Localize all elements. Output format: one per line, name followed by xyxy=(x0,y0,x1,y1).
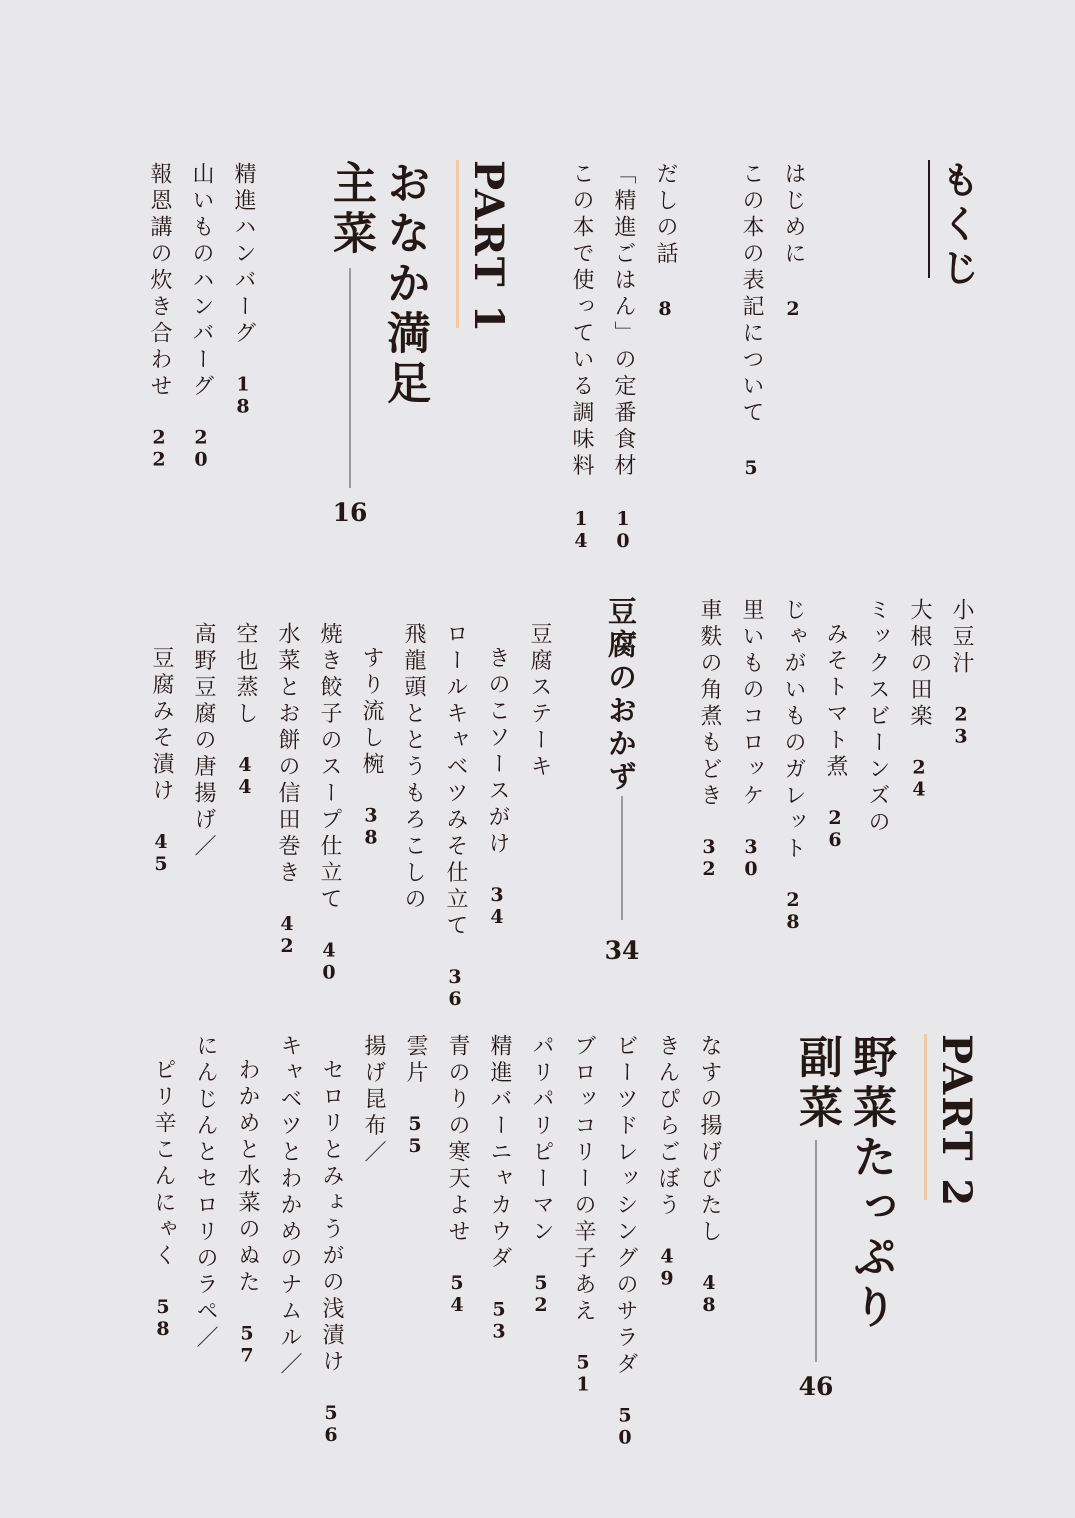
entry-label: 小豆汁 xyxy=(949,598,974,678)
toc-entry-roll-cabbage[interactable] xyxy=(444,622,466,1010)
toc-entry-nasu[interactable] xyxy=(698,1034,720,1316)
entry-page: 32 xyxy=(698,836,720,880)
entry-label: きんぴらごぼう xyxy=(655,1034,680,1220)
entry-page: 34 xyxy=(486,884,508,928)
entry-page: 58 xyxy=(152,1296,174,1340)
entry-page: 54 xyxy=(446,1272,468,1316)
part2-page[interactable]: 46 xyxy=(798,1372,834,1401)
entry-label: ブロッコリーの辛子あえ xyxy=(571,1034,596,1326)
entry-page: 8 xyxy=(654,298,676,320)
entry-label: この本の表記について xyxy=(739,162,764,427)
entry-page: 20 xyxy=(190,426,212,471)
entry-label: 精進バーニャカウダ xyxy=(487,1034,512,1273)
toc-entry-kinpira[interactable] xyxy=(656,1034,678,1290)
toc-entry-mixed-beans-line2[interactable] xyxy=(824,622,846,851)
toc-entry-age-konbu-line2[interactable] xyxy=(320,1058,342,1446)
toc-entry-gyoza-soup[interactable] xyxy=(318,622,340,984)
entry-page: 24 xyxy=(908,756,930,801)
entry-label: 山いものハンバーグ xyxy=(189,162,214,401)
entry-page: 23 xyxy=(950,703,972,748)
entry-page: 38 xyxy=(360,804,382,849)
part1-label: PART 1 xyxy=(465,160,512,335)
entry-page: 49 xyxy=(656,1245,678,1290)
part2-title-line2: 副菜 xyxy=(791,1034,842,1134)
entry-label: 里いものコロッケ xyxy=(739,598,764,810)
entry-page: 14 xyxy=(570,508,592,552)
entry-page: 53 xyxy=(488,1298,510,1343)
part2-title-line1: 野菜たっぷり xyxy=(845,1034,896,1334)
toc-title: もくじ xyxy=(935,160,979,292)
entry-label: ミックスビーンズの xyxy=(865,598,890,837)
entry-page: 50 xyxy=(614,1404,636,1449)
entry-page: 10 xyxy=(612,508,634,552)
part2-label: PART 2 xyxy=(933,1034,980,1209)
toc-entry-hiryozu-line2[interactable] xyxy=(360,646,382,849)
toc-entry-hiryozu[interactable] xyxy=(402,622,424,914)
toc-entry-piman[interactable] xyxy=(530,1034,552,1316)
toc-entry-namul[interactable] xyxy=(278,1034,300,1379)
toc-entry-daikon-dengaku[interactable] xyxy=(908,598,930,801)
toc-entry-mixed-beans[interactable] xyxy=(866,598,888,837)
toc-entry-bagna-cauda[interactable] xyxy=(488,1034,510,1343)
toc-entry-rapee[interactable] xyxy=(194,1034,216,1352)
toc-entry-unpen[interactable] xyxy=(404,1034,426,1157)
entry-label: なすの揚げびたし xyxy=(697,1034,722,1246)
entry-page: 36 xyxy=(444,966,466,1010)
entry-page: 52 xyxy=(530,1272,552,1316)
toc-entry-intro[interactable] xyxy=(782,162,804,320)
entry-page: 57 xyxy=(236,1322,258,1367)
toc-entry-yamaimo-hamburg[interactable] xyxy=(190,162,212,471)
toc-entry-ingredients[interactable] xyxy=(612,162,634,552)
entry-page: 30 xyxy=(740,836,762,880)
entry-label: わかめと水菜のぬた xyxy=(235,1058,260,1297)
toc-entry-koya-dofu-line2[interactable] xyxy=(150,646,172,875)
toc-entry-beets-salad[interactable] xyxy=(614,1034,636,1449)
entry-label: 豆腐みそ漬け xyxy=(149,646,174,805)
tofu-section-title: 豆腐のおかず xyxy=(604,596,638,794)
entry-page: 45 xyxy=(150,831,172,875)
entry-page: 44 xyxy=(234,754,256,798)
entry-page: 55 xyxy=(404,1113,426,1157)
entry-page: 42 xyxy=(276,913,298,957)
toc-entry-satoimo-croquette[interactable] xyxy=(740,598,762,880)
entry-page: 28 xyxy=(782,889,804,933)
entry-page: 22 xyxy=(148,426,170,471)
entry-label: 大根の田楽 xyxy=(907,598,932,731)
toc-entry-namul-line2[interactable] xyxy=(236,1058,258,1367)
entry-page: 40 xyxy=(318,939,340,984)
part2-leader-line xyxy=(815,1140,817,1362)
entry-page: 18 xyxy=(232,373,254,418)
entry-page: 2 xyxy=(782,298,804,320)
entry-label: ロールキャベツみそ仕立て xyxy=(443,622,468,940)
entry-label: 豆腐ステーキ xyxy=(527,622,552,781)
entry-label: 高野豆腐の唐揚げ／ xyxy=(191,622,216,861)
toc-entry-kurumabu[interactable] xyxy=(698,598,720,880)
entry-label: にんじんとセロリのラペ／ xyxy=(193,1034,218,1352)
toc-entry-shinoda-maki[interactable] xyxy=(276,622,298,957)
entry-label: 揚げ昆布／ xyxy=(361,1034,386,1167)
tofu-leader-line xyxy=(621,796,623,920)
toc-entry-tofu-steak-line2[interactable] xyxy=(486,646,508,928)
entry-label: 空也蒸し xyxy=(233,622,258,728)
entry-label: 精進ハンバーグ xyxy=(231,162,256,348)
entry-label: はじめに xyxy=(781,162,806,268)
part1-leader-line xyxy=(349,268,351,488)
entry-label: セロリとみょうがの浅漬け xyxy=(319,1058,344,1376)
toc-entry-seasonings[interactable] xyxy=(570,162,592,552)
toc-entry-notation[interactable] xyxy=(740,162,762,479)
toc-entry-koya-dofu[interactable] xyxy=(192,622,214,861)
part1-accent-rule xyxy=(456,160,459,328)
toc-entry-broccoli[interactable] xyxy=(572,1034,594,1396)
toc-entry-shojin-hamburg[interactable] xyxy=(232,162,254,418)
entry-label: 青のりの寒天よせ xyxy=(445,1034,470,1246)
toc-entry-hoonko[interactable] xyxy=(148,162,170,471)
title-rule xyxy=(928,160,930,278)
entry-page: 56 xyxy=(320,1402,342,1446)
toc-entry-tofu-steak[interactable] xyxy=(528,622,550,781)
entry-label: 焼き餃子のスープ仕立て xyxy=(317,622,342,914)
entry-label: きのこソースがけ xyxy=(485,646,510,858)
entry-label: この本で使っている調味料 xyxy=(569,162,594,480)
entry-label: 車麩の角煮もどき xyxy=(697,598,722,810)
part1-title-line2: 主菜 xyxy=(325,160,376,260)
part1-title-line1: おなか満足 xyxy=(379,160,430,410)
entry-page: 5 xyxy=(740,457,762,479)
toc-entry-potato-galette[interactable] xyxy=(782,598,804,933)
part2-accent-rule xyxy=(924,1034,927,1200)
entry-page: 48 xyxy=(698,1272,720,1316)
entry-label: だしの話 xyxy=(653,162,678,268)
toc-entry-dashi[interactable] xyxy=(654,162,676,320)
toc-entry-rapee-line2[interactable] xyxy=(152,1058,174,1340)
toc-entry-age-konbu[interactable] xyxy=(362,1034,384,1167)
entry-label: 雲片 xyxy=(403,1034,428,1087)
entry-label: じゃがいものガレット xyxy=(781,598,806,863)
toc-entry-azuki-jiru[interactable] xyxy=(950,598,972,748)
entry-page: 51 xyxy=(572,1351,594,1396)
entry-label: キャベツとわかめのナムル／ xyxy=(277,1034,302,1379)
entry-label: パリパリピーマン xyxy=(529,1034,554,1246)
toc-entry-kuya-mushi[interactable] xyxy=(234,622,256,798)
entry-label: みそトマト煮 xyxy=(823,622,848,781)
entry-label: 「精進ごはん」の定番食材 xyxy=(611,162,636,480)
entry-label: 水菜とお餅の信田巻き xyxy=(275,622,300,887)
toc-entry-aonori-kanten[interactable] xyxy=(446,1034,468,1316)
entry-page: 26 xyxy=(824,807,846,851)
entry-label: ビーツドレッシングのサラダ xyxy=(613,1034,638,1379)
part1-page[interactable]: 16 xyxy=(332,498,368,527)
entry-label: すり流し椀 xyxy=(359,646,384,779)
entry-label: 飛龍頭ととうもろこしの xyxy=(401,622,426,914)
entry-label: 報恩講の炊き合わせ xyxy=(147,162,172,401)
tofu-page[interactable]: 34 xyxy=(604,936,640,965)
entry-label: ピリ辛こんにゃく xyxy=(151,1058,176,1270)
